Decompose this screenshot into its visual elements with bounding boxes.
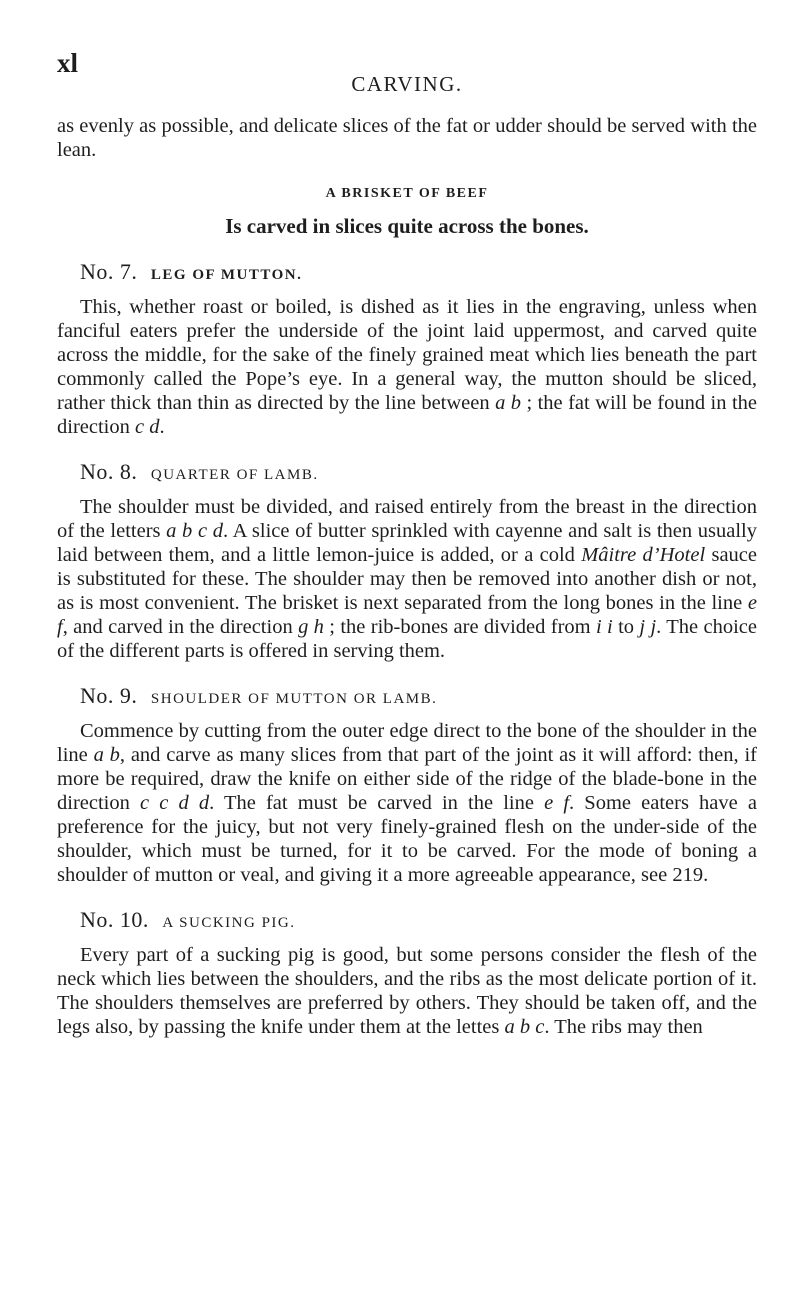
- section-paragraph-7: This, whether roast or boiled, is dished as it lies in the engraving, unless when fanciful eaters prefer the underside of the joint laid uppermost, and carved quite across the middle, for the sake of the finely grained meat which lies beneath the part commonly called the Pope’s eye. In a general way, the mutton should be sliced, rather thick than thin as directed by the line between a b ; the fat will be found in the direction c d.: [57, 296, 757, 438]
- section-heading-8: [80, 459, 757, 485]
- page-header: [57, 48, 757, 98]
- intro-paragraph: as evenly as possible, and delicate slices of the fat or udder should be served with the lean.: [57, 115, 757, 161]
- section-heading-9: [80, 683, 757, 709]
- section-title: A SUCKING PIG.: [162, 915, 296, 931]
- section-number: No. 9.: [80, 683, 138, 708]
- section-number: No. 8.: [80, 459, 138, 484]
- page-number: xl: [57, 48, 79, 78]
- running-head: CARVING.: [351, 72, 463, 96]
- section-title: SHOULDER OF MUTTON OR LAMB.: [150, 691, 438, 707]
- section-title: LEG OF MUTTON.: [150, 267, 303, 283]
- section-paragraph-8: The shoulder must be divided, and raised entirely from the breast in the direction of the letters a b c d. A slice of butter sprinkled with cayenne and salt is then usually laid between them, and a little lemon-juice is added, or a cold Mâitre d’Hotel sauce is substituted for these. The shoulder may then be removed into another dish or not, as is most convenient. The brisket is next separated from the long bones in the line e f, and carved in the direction g h ; the rib-bones are divided from i i to j j. The choice of the different parts is offered in serving them.: [57, 496, 758, 662]
- section-number: No. 10.: [80, 907, 149, 932]
- section-heading-10: [80, 907, 757, 933]
- brisket-heading: A BRISKET OF BEEF: [325, 186, 489, 201]
- book-page: [57, 48, 757, 1039]
- section-paragraph-10: Every part of a sucking pig is good, but some persons consider the flesh of the neck which lies between the shoulders, and the ribs as the most delicate portion of it. The shoulders themselves are preferred by others. They should be taken off, and the legs also, by passing the knife under them at the lettes a b c. The ribs may then: [57, 944, 757, 1038]
- section-title: QUARTER OF LAMB.: [150, 467, 319, 483]
- section-number: No. 7.: [80, 259, 138, 284]
- section-heading-7: [80, 259, 757, 285]
- section-paragraph-9: Commence by cutting from the outer edge direct to the bone of the shoulder in the line a b, and carve as many slices from that part of the joint as it will afford: then, if more be required, draw the knife on either side of the ridge of the blade-bone in the direction c c d d. The fat must be carved in the line e f. Some eaters have a preference for the juicy, but not very finely-grained flesh on the under-side of the shoulder, which must be turned, for it to be carved. For the mode of boning a shoulder of mutton or veal, and giving it a more agreeable appearance, see 219.: [57, 720, 757, 886]
- brisket-text: Is carved in slices quite across the bones.: [225, 214, 589, 238]
